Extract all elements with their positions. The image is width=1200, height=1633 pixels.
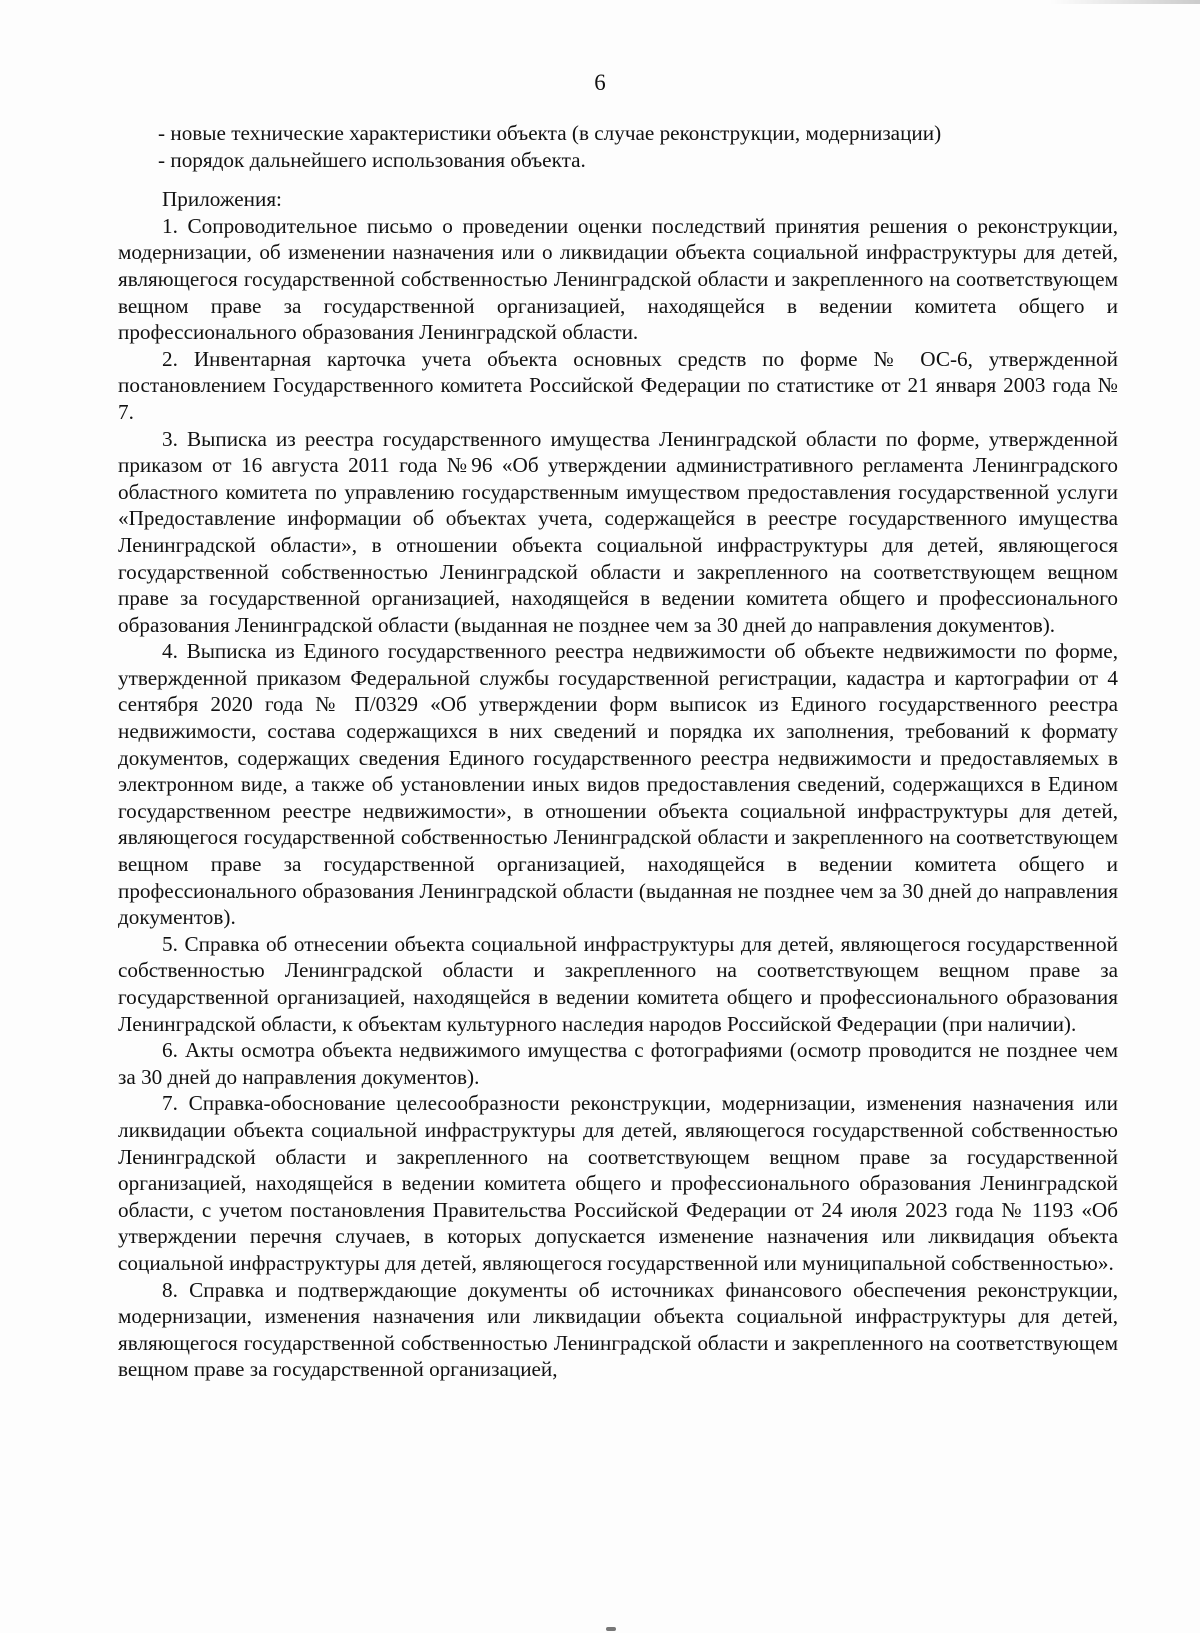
bullet-line-technical: - новые технические характеристики объекта (в случае реконструкции, модернизации) (158, 121, 942, 145)
appendix-item-4: 4. Выписка из Единого государственного реестра недвижимости об объекте недвижимости по форме, утвержденной приказом Федеральной службы государственной регистрации, кадастра и картографии от 4 сентября 2020 года № П/0329 «Об утверждении форм выписок из Единого государственного реестра недвижимости, состава содержащихся в них сведений и порядка их заполнения, требований к формату документов, содержащих сведения Единого государственного реестра недвижимости и предоставляемых в электронном виде, а также об установлении иных видов предоставления сведений, содержащихся в Едином государственном реестре недвижимости», в отношении объекта социальной инфраструктуры для детей, являющегося государственной собственностью Ленинградской области и закрепленного на соответствующем вещном праве за государственной организацией, находящейся в ведении комитета общего и профессионального образования Ленинградской области (выданная не позднее чем за 30 дней до направления документов). (118, 639, 1118, 930)
scan-edge-mark (1050, 0, 1200, 4)
page-number: 6 (594, 70, 606, 95)
appendix-item-1: 1. Сопроводительное письмо о проведении оценки последствий принятия решения о реконструкции, модернизации, об изменении назначения или о ликвидации объекта социальной инфраструктуры для детей, являющегося государственной собственностью Ленинградской области и закрепленного на соответствующем вещном праве за государственной организацией, находящейся в ведении комитета общего и профессионального образования Ленинградской области. (118, 213, 1118, 345)
bullet-line-usage: - порядок дальнейшего использования объекта. (158, 147, 586, 172)
appendix-item-8: 8. Справка и подтверждающие документы об источниках финансового обеспечения реконструкции, модернизации, изменения назначения или ликвидации объекта социальной инфраструктуры для детей, являющегося государственной собственностью Ленинградской области и закрепленного на соответствующем вещном праве за государственной организацией, (118, 1277, 1118, 1382)
appendix-item-3: 3. Выписка из реестра государственного имущества Ленинградской области по форме, утвержденной приказом от 16 августа 2011 года №96 «Об утверждении административного регламента Ленинградского областного комитета по управлению государственным имуществом предоставления государственной услуги «Предоставление информации об объектах учета, содержащейся в реестре государственного имущества Ленинградской области», в отношении объекта социальной инфраструктуры для детей, являющегося государственной собственностью Ленинградской области и закрепленного на соответствующем вещном праве за государственной организацией, находящейся в ведении комитета общего и профессионального образования Ленинградской области (выданная не позднее чем за 30 дней до направления документов). (118, 426, 1118, 637)
appendix-item-2: 2. Инвентарная карточка учета объекта основных средств по форме № ОС-6, утвержденной постановлением Государственного комитета Российской Федерации по статистике от 21 января 2003 года № 7. (118, 346, 1118, 424)
appendix-item-7: 7. Справка-обоснование целесообразности реконструкции, модернизации, изменения назначения или ликвидации объекта социальной инфраструктуры для детей, являющегося государственной собственностью Ленинградской области и закрепленного на соответствующем вещном праве за государственной организацией, находящейся в ведении комитета общего и профессионального образования Ленинградской области, с учетом постановления Правительства Российской Федерации от 24 июля 2023 года № 1193 «Об утверждении перечня случаев, в которых допускается изменение назначения или ликвидация объекта социальной инфраструктуры для детей, являющегося государственной или муниципальной собственностью». (118, 1091, 1118, 1275)
appendix-item-5: 5. Справка об отнесении объекта социальной инфраструктуры для детей, являющегося государственной собственностью Ленинградской области и закрепленного на соответствующем вещном праве за государственной организацией, находящейся в ведении комитета общего и профессионального образования Ленинградской области, к объектам культурного наследия народов Российской Федерации (при наличии). (118, 931, 1118, 1036)
scan-bottom-mark (606, 1627, 616, 1631)
appendix-heading: Приложения: (162, 187, 282, 212)
appendix-item-6: 6. Акты осмотра объекта недвижимого имущества с фотографиями (осмотр проводится не позднее чем за 30 дней до направления документов). (118, 1038, 1118, 1089)
document-body (118, 120, 1118, 1383)
